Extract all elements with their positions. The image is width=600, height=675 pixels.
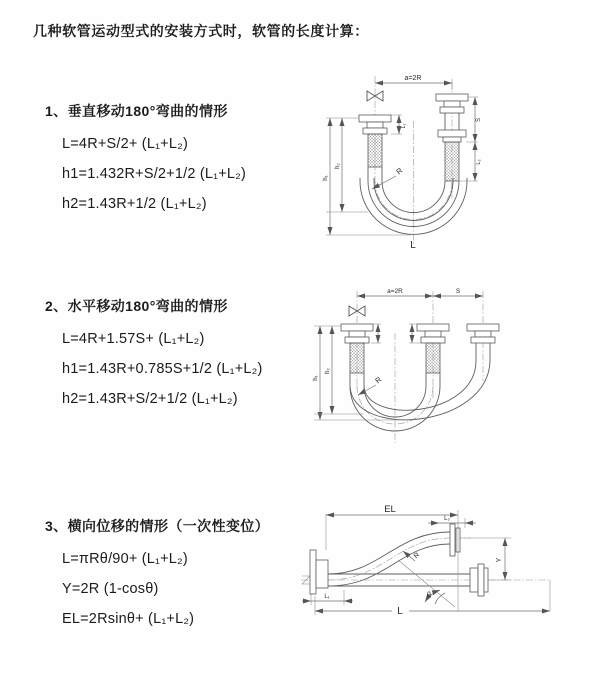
formula-h1: h1=1.432R+S/2+1/2 (L₁+L₂) — [62, 166, 247, 182]
dim-label-a2r: a=2R — [387, 288, 403, 295]
dim-label-l1: L₁ — [324, 594, 330, 600]
dim-label-a2r: a=2R — [404, 75, 422, 82]
left-flange — [310, 550, 328, 594]
formula-el: EL=2Rsinθ+ (L₁+L₂) — [62, 611, 195, 627]
dimensions-top — [357, 288, 483, 296]
dim-label-el: EL — [384, 504, 396, 515]
dim-label-l2: L₂ — [476, 159, 482, 165]
section-3-heading: 3、横向位移的情形（一次性变位） — [45, 518, 270, 534]
formula-h2: h2=1.43R+1/2 (L₁+L₂) — [62, 196, 207, 212]
length-label: L — [397, 606, 403, 617]
formula-y: Y=2R (1-cosθ) — [62, 581, 159, 597]
formula-h2: h2=1.43R+S/2+1/2 (L₁+L₂) — [62, 391, 238, 407]
dim-label-h2: h₂ — [335, 163, 341, 169]
dimensions — [313, 324, 426, 420]
left-fitting — [359, 115, 391, 167]
section-1-heading: 1、垂直移动180°弯曲的情形 — [45, 103, 228, 119]
diagram-horizontal-180-bend — [300, 281, 570, 456]
section-horizontal-movement — [45, 296, 323, 414]
formula-length: L=4R+1.57S+ (L₁+L₂) — [62, 331, 205, 347]
dim-label-h1: h₁ — [323, 175, 329, 181]
section-2-heading: 2、水平移动180°弯曲的情形 — [45, 298, 228, 314]
diagram-vertical-180-bend — [312, 66, 547, 256]
dim-label-s: S — [455, 288, 461, 295]
construction-lines — [398, 510, 550, 611]
right-fitting — [436, 94, 468, 181]
upper-flange — [450, 524, 460, 556]
formula-length: L=πRθ/90+ (L₁+L₂) — [62, 551, 188, 567]
dim-label-s: S — [476, 117, 482, 123]
dim-label-h2: h₂ — [325, 368, 331, 374]
section-lateral-displacement — [45, 516, 323, 634]
radius-label: R — [373, 374, 384, 386]
diagram-lateral-displacement — [298, 494, 588, 654]
radius-label: R — [394, 165, 405, 177]
formula-h1: h1=1.43R+0.785S+1/2 (L₁+L₂) — [62, 361, 263, 377]
radius-label: R — [412, 551, 422, 561]
dim-label-y: Y — [496, 557, 503, 563]
dim-label-l2: L₂ — [444, 516, 450, 522]
formula-length: L=4R+S/2+ (L₁+L₂) — [62, 136, 188, 152]
hose-curves — [350, 361, 490, 431]
lower-flange — [470, 564, 488, 596]
angle-label: θ — [427, 592, 431, 599]
left-fitting — [341, 324, 373, 373]
length-label: L — [410, 240, 416, 251]
middle-fitting — [417, 324, 449, 373]
dim-label-l1: L₁ — [401, 123, 407, 129]
section-vertical-movement — [45, 101, 323, 219]
dim-label-h1: h₁ — [313, 375, 319, 381]
page-title: 几种软管运动型式的安装方式时，软管的长度计算： — [33, 23, 369, 39]
